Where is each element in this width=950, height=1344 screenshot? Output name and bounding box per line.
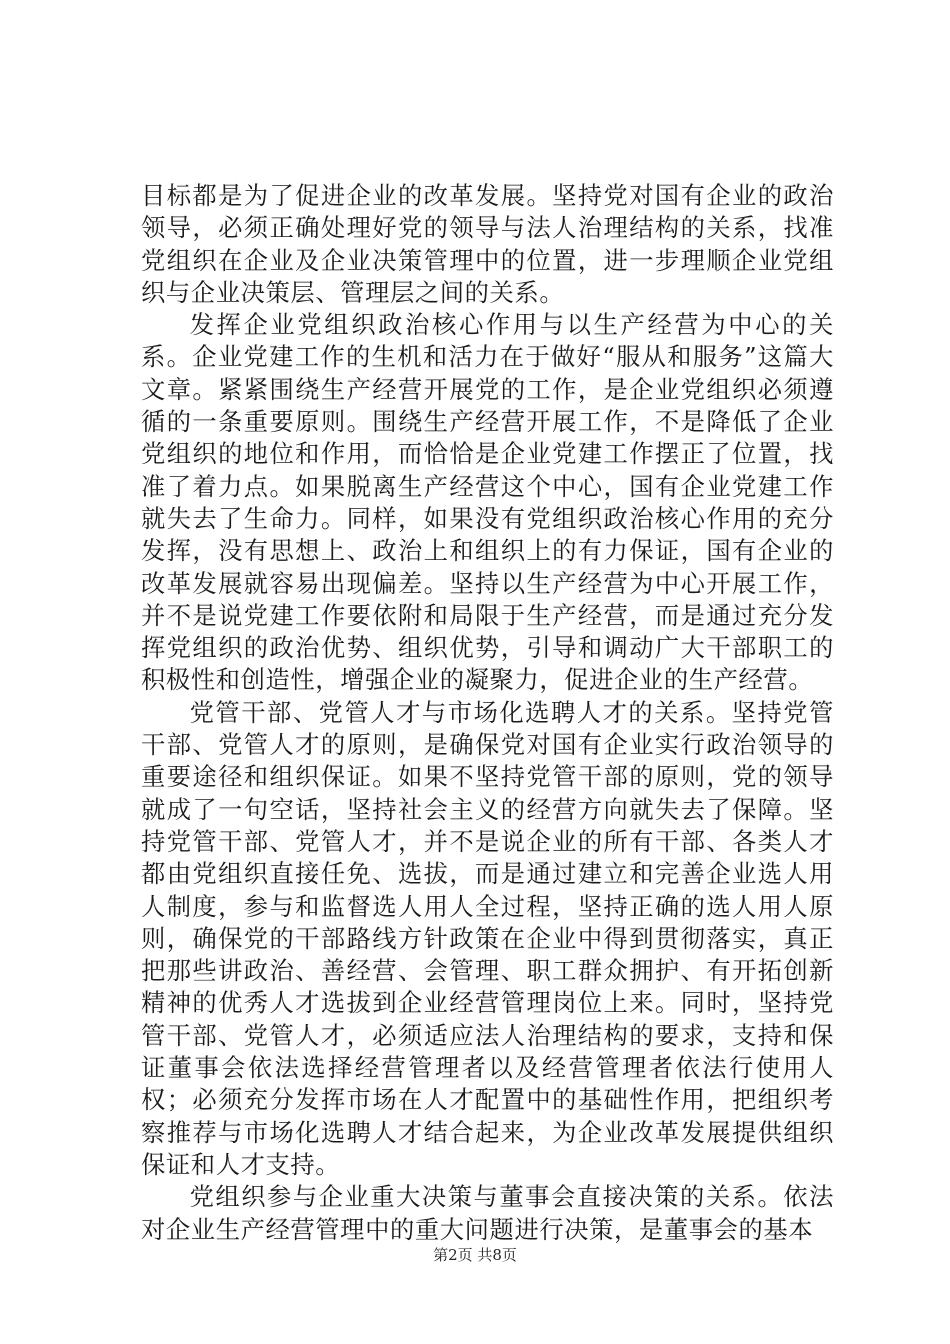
paragraph-decision-making: 党组织参与企业重大决策与董事会直接决策的关系。依法对企业生产经营管理中的重大问题进行决策，是董事会的基本 — [141, 1182, 834, 1244]
page-footer: 第2页 共8页 — [433, 1246, 517, 1264]
paragraph-core-role: 发挥企业党组织政治核心作用与以生产经营为中心的关系。企业党建工作的生机和活力在于做好“服从和服务”这篇大文章。紧紧围绕生产经营开展党的工作，是企业党组织必须遵循的一条重要原则。围绕生产经营开展工作，不是降低了企业党组织的地位和作用，而恰恰是企业党建工作摆正了位置，找准了着力点。如果脱离生产经营这个中心，国有企业党建工作就失去了生命力。同样，如果没有党组织政治核心作用的充分发挥，没有思想上、政治上和组织上的有力保证，国有企业的改革发展就容易出现偏差。坚持以生产经营为中心开展工作，并不是说党建工作要依附和局限于生产经营，而是通过充分发挥党组织的政治优势、组织优势，引导和调动广大干部职工的积极性和创造性，增强企业的凝聚力，促进企业的生产经营。 — [141, 310, 834, 695]
paragraph-continuation: 目标都是为了促进企业的改革发展。坚持党对国有企业的政治领导，必须正确处理好党的领导与法人治理结构的关系，找准党组织在企业及企业决策管理中的位置，进一步理顺企业党组织与企业决策层、管理层之间的关系。 — [141, 181, 834, 307]
paragraph-talent-management: 党管干部、党管人才与市场化选聘人才的关系。坚持党管干部、党管人才的原则，是确保党对国有企业实行政治领导的重要途径和组织保证。如果不坚持党管干部的原则，党的领导就成了一句空话，坚持社会主义的经营方向就失去了保障。坚持党管干部、党管人才，并不是说企业的所有干部、各类人才都由党组织直接任免、选拔，而是通过建立和完善企业选人用人制度，参与和监督选人用人全过程，坚持正确的选人用人原则，确保党的干部路线方针政策在企业中得到贯彻落实，真正把那些讲政治、善经营、会管理、职工群众拥护、有开拓创新精神的优秀人才选拔到企业经营管理岗位上来。同时，坚持党管干部、党管人才，必须适应法人治理结构的要求，支持和保证董事会依法选择经营管理者以及经营管理者依法行使用人权；必须充分发挥市场在人才配置中的基础性作用，把组织考察推荐与市场化选聘人才结合起来，为企业改革发展提供组织保证和人才支持。 — [141, 697, 834, 1179]
body-text — [141, 180, 834, 1246]
